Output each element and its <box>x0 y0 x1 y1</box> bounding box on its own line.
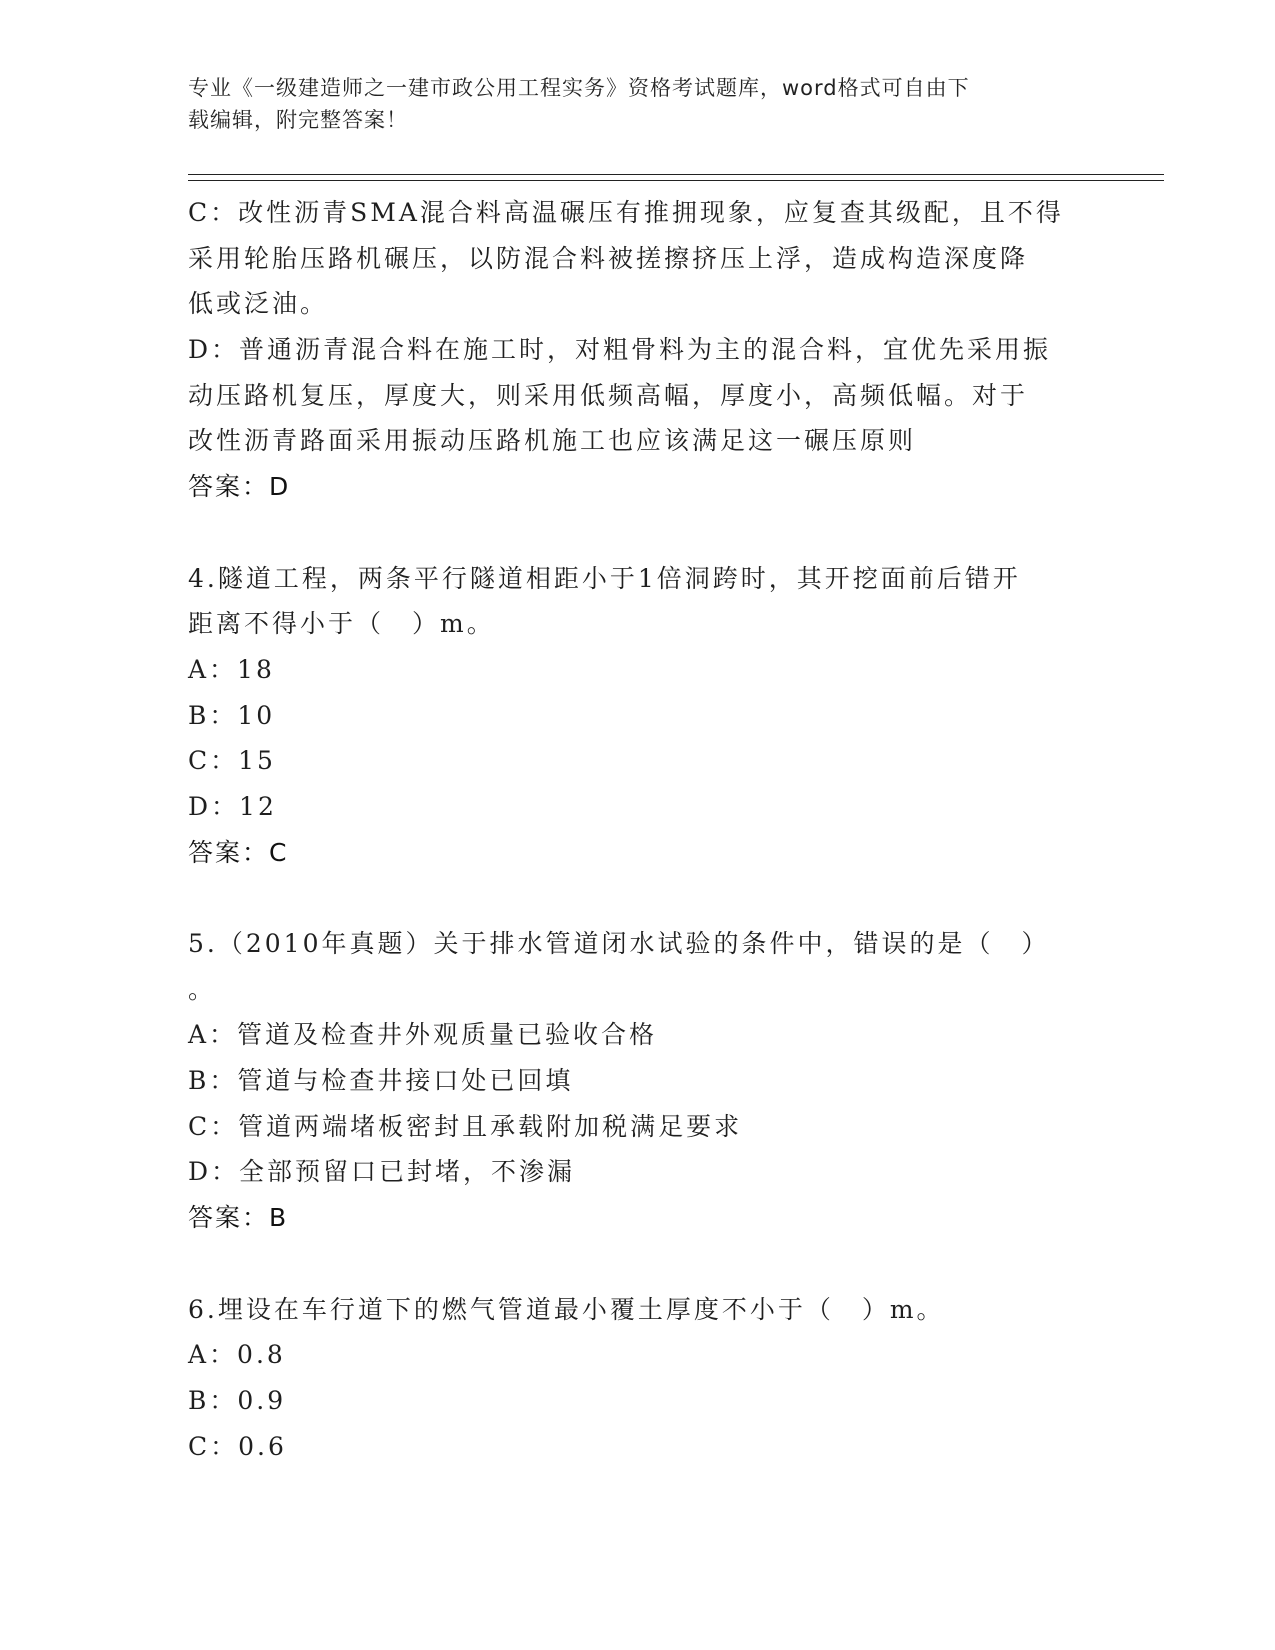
spacer <box>188 1241 1088 1287</box>
option-c: C：15 <box>188 746 276 776</box>
answer-line: 答案：B <box>188 1203 289 1233</box>
option-d-line: 改性沥青路面采用振动压路机施工也应该满足这一碾压原则 <box>188 426 917 456</box>
document-body <box>188 190 1088 1469</box>
header-line-1: 专业《一级建造师之一建市政公用工程实务》资格考试题库，word格式可自由下 <box>188 76 970 100</box>
question-stem-line: 6.埋设在车行道下的燃气管道最小覆土厚度不小于（ ）m。 <box>188 1294 945 1324</box>
option-d-line: D：普通沥青混合料在施工时，对粗骨料为主的混合料，宜优先采用振 <box>188 335 1052 365</box>
option-a: A：0.8 <box>188 1340 286 1370</box>
option-d-line: 动压路机复压，厚度大，则采用低频高幅，厚度小，高频低幅。对于 <box>188 380 1029 410</box>
question-3-tail <box>188 190 1088 510</box>
spacer <box>188 510 1088 556</box>
question-stem-line: 5.（2010年真题）关于排水管道闭水试验的条件中，错误的是（ ） <box>188 929 1050 958</box>
option-c-line: 采用轮胎压路机碾压，以防混合料被搓擦挤压上浮，造成构造深度降 <box>188 243 1029 273</box>
option-a: A：管道及检查井外观质量已验收合格 <box>188 1020 658 1050</box>
option-b: B：10 <box>188 700 276 730</box>
spacer <box>188 875 1088 921</box>
question-stem-line: 。 <box>188 974 217 1004</box>
option-c-line: 低或泛油。 <box>188 289 329 319</box>
option-b: B：管道与检查井接口处已回填 <box>188 1066 574 1096</box>
option-c-line: C：改性沥青SMA混合料高温碾压有推拥现象，应复查其级配，且不得 <box>188 198 1064 227</box>
header-line-2: 载编辑，附完整答案！ <box>188 108 408 132</box>
question-5 <box>188 921 1088 1241</box>
answer-line: 答案：D <box>188 472 291 502</box>
option-d: D：全部预留口已封堵，不渗漏 <box>188 1157 576 1187</box>
question-6 <box>188 1287 1088 1470</box>
question-stem-line: 距离不得小于（ ）m。 <box>188 609 495 639</box>
option-a: A：18 <box>188 654 275 684</box>
question-4 <box>188 556 1088 876</box>
option-c: C：0.6 <box>188 1431 287 1461</box>
document-header <box>188 72 1088 136</box>
answer-line: 答案：C <box>188 837 289 867</box>
option-b: B：0.9 <box>188 1385 287 1415</box>
option-d: D：12 <box>188 791 277 821</box>
header-divider-top <box>188 174 1164 175</box>
question-stem-line: 4.隧道工程，两条平行隧道相距小于1倍洞跨时，其开挖面前后错开 <box>188 563 1021 593</box>
header-divider-bottom <box>188 180 1164 181</box>
option-c: C：管道两端堵板密封且承载附加税满足要求 <box>188 1111 743 1141</box>
